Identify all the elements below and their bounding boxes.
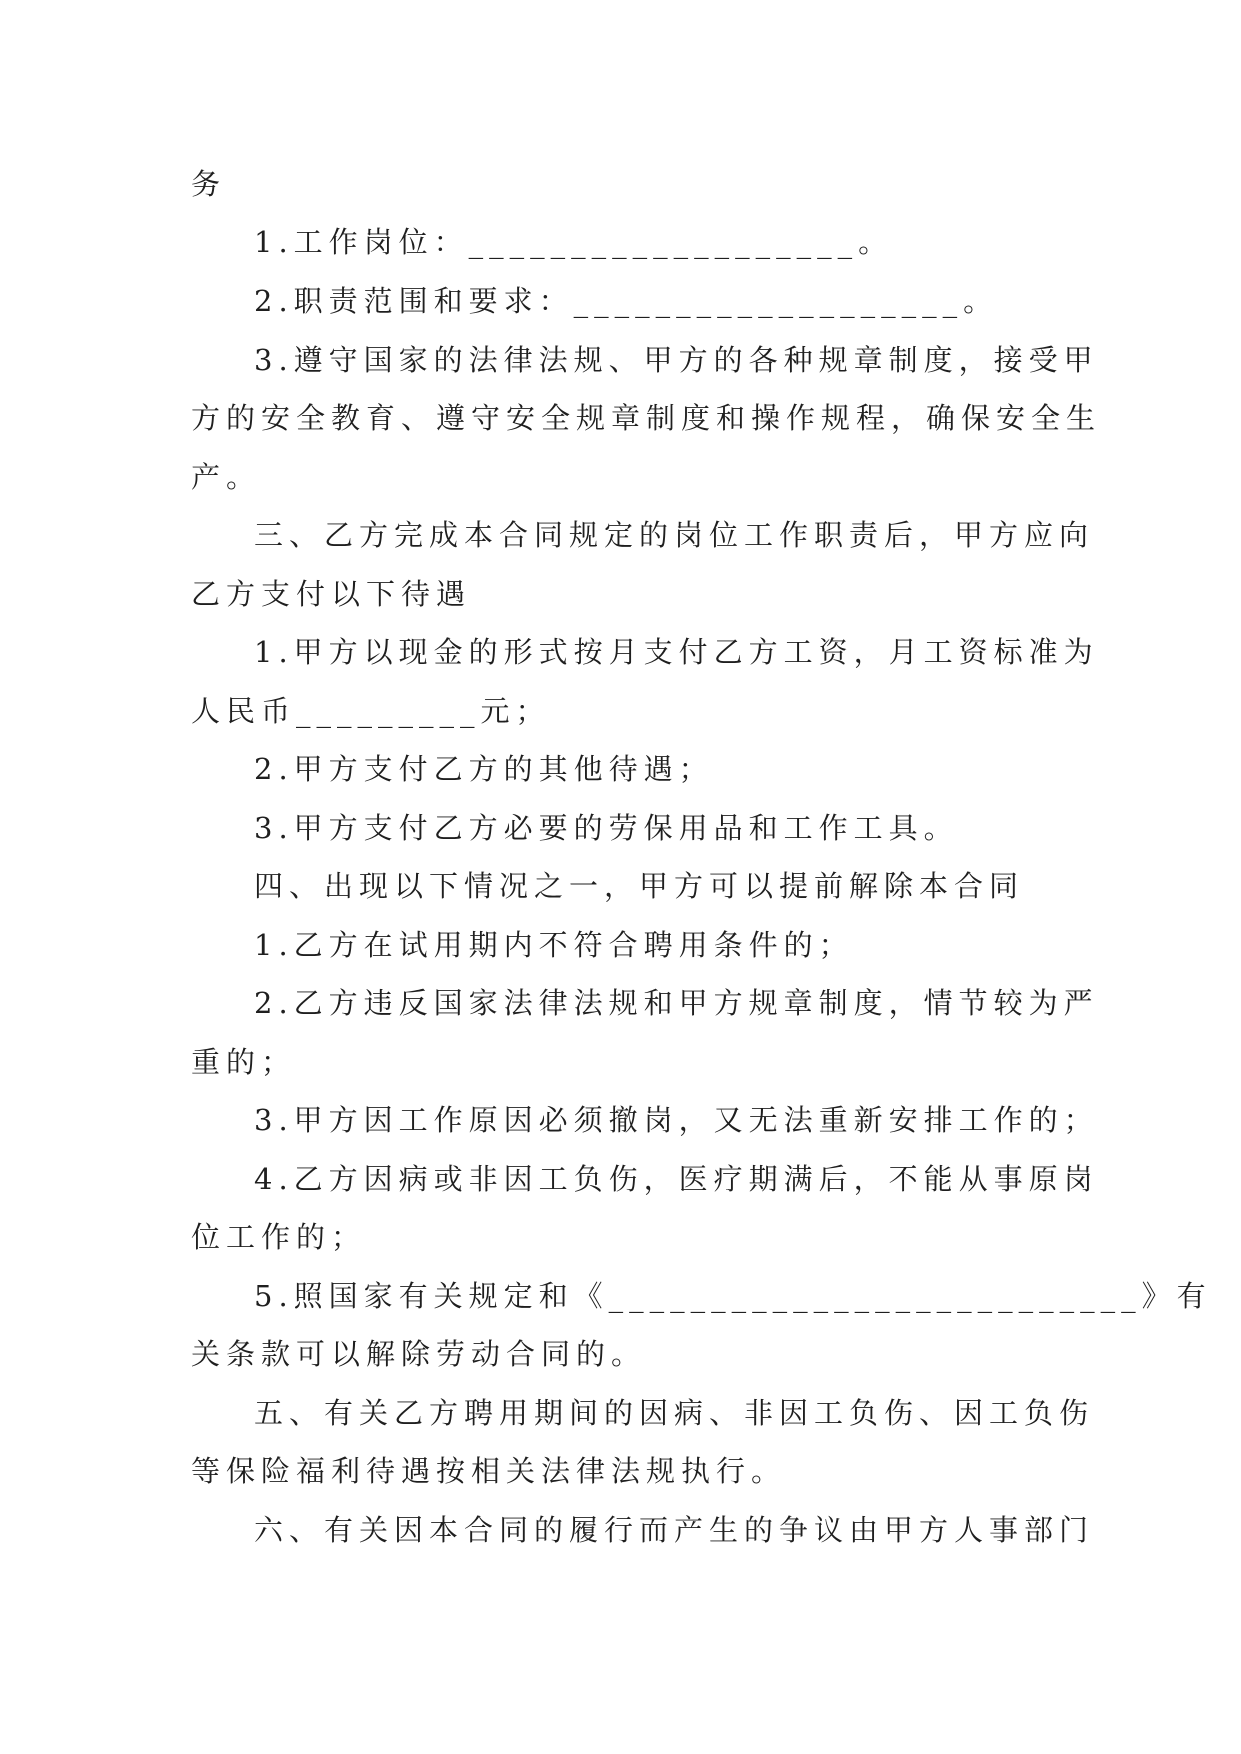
text-line: 4.乙方因病或非因工负伤，医疗期满后，不能从事原岗: [254, 1162, 1099, 1196]
text-line: 乙方支付以下待遇: [191, 577, 472, 611]
text-line: 5.照国家有关规定和《__________________________》有: [254, 1279, 1212, 1313]
text-line: 重的；: [191, 1045, 297, 1079]
text-line: 四、出现以下情况之一，甲方可以提前解除本合同: [254, 869, 1025, 903]
text-line: 关条款可以解除劳动合同的。: [191, 1337, 647, 1371]
text-line: 三、乙方完成本合同规定的岗位工作职责后，甲方应向: [254, 518, 1095, 552]
text-line: 五、有关乙方聘用期间的因病、非因工负伤、因工负伤: [254, 1396, 1095, 1430]
text-line: 方的安全教育、遵守安全规章制度和操作规程，确保安全生: [191, 401, 1102, 435]
text-line: 2.甲方支付乙方的其他待遇；: [254, 752, 714, 786]
text-line: 1.工作岗位：___________________。: [254, 225, 894, 259]
text-line: 1.乙方在试用期内不符合聘用条件的；: [254, 928, 854, 962]
text-line: 3.甲方因工作原因必须撤岗，又无法重新安排工作的；: [254, 1103, 1099, 1137]
text-line: 等保险福利待遇按相关法律法规执行。: [191, 1454, 787, 1488]
text-line: 1.甲方以现金的形式按月支付乙方工资，月工资标准为: [254, 635, 1099, 669]
text-line: 务: [191, 167, 227, 201]
text-line: 2.职责范围和要求：___________________。: [254, 284, 999, 318]
text-line: 位工作的；: [191, 1220, 367, 1254]
text-line: 六、有关因本合同的履行而产生的争议由甲方人事部门: [254, 1513, 1095, 1547]
text-line: 2.乙方违反国家法律法规和甲方规章制度，情节较为严: [254, 986, 1099, 1020]
text-line: 人民币_________元；: [191, 694, 551, 728]
text-line: 3.甲方支付乙方必要的劳保用品和工作工具。: [254, 811, 959, 845]
text-line: 3.遵守国家的法律法规、甲方的各种规章制度，接受甲: [254, 343, 1099, 377]
text-line: 产。: [191, 460, 262, 494]
